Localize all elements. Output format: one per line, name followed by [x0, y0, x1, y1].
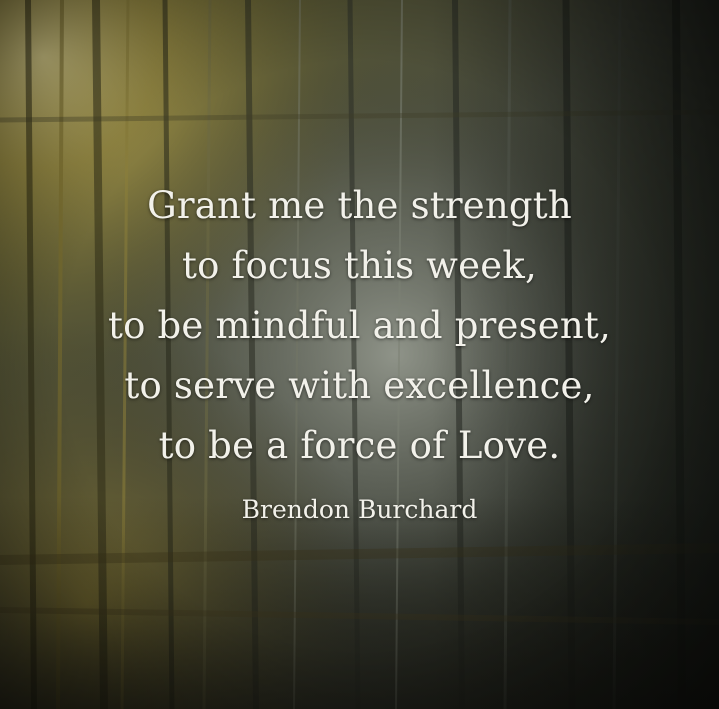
quote-line-1: Grant me the strength	[147, 184, 572, 227]
quote-line-3: to be mindful and present,	[108, 304, 611, 347]
quote-line-2: to focus this week,	[182, 244, 537, 287]
quote-line-5: to be a force of Love.	[158, 424, 561, 467]
quote-block	[0, 176, 719, 530]
quote-author: Brendon Burchard	[241, 495, 478, 524]
quote-line-4: to serve with excellence,	[124, 364, 595, 407]
